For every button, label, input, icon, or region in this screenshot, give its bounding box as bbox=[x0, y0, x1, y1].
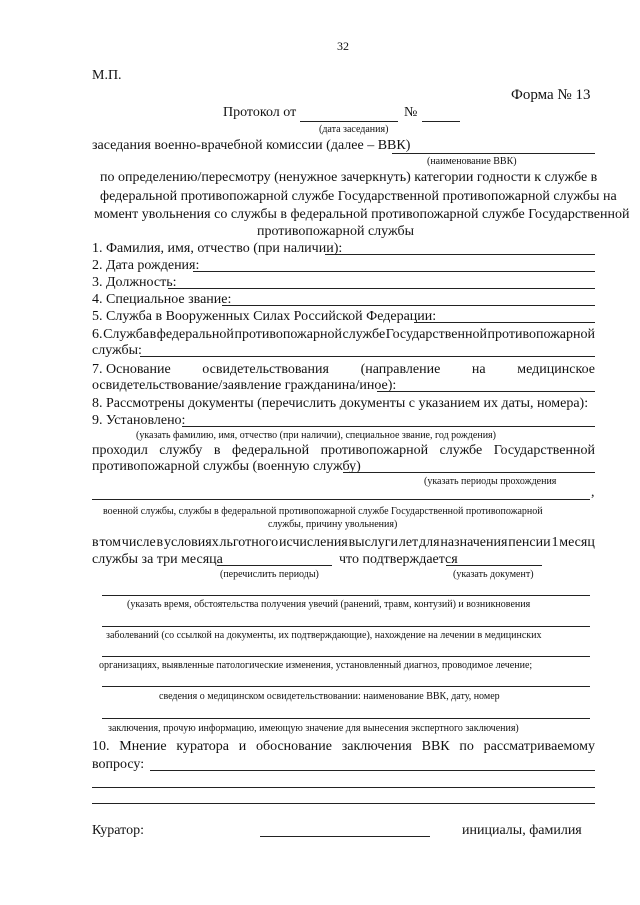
injury-line-4[interactable] bbox=[102, 686, 590, 687]
item-6-label-cont: службы: bbox=[92, 343, 142, 358]
item-7-label-cont: освидетельствование/заявление гражданина/иное): bbox=[92, 378, 397, 393]
item-10-label-cont: вопросу: bbox=[92, 757, 145, 772]
vvk-session-label: заседания военно-врачебной комиссии (далее – ВВК) bbox=[92, 138, 411, 153]
curator-signature-field[interactable] bbox=[260, 836, 430, 837]
heading-line-1: по определению/пересмотру (ненужное зачеркнуть) категории годности к службе в bbox=[100, 170, 598, 185]
item-7-label: 7. Основание освидетельствования (направление на медицинское bbox=[92, 362, 595, 377]
curator-opinion-line-1[interactable] bbox=[150, 770, 595, 771]
basis-field[interactable] bbox=[377, 391, 595, 392]
service-type-field[interactable] bbox=[343, 472, 595, 473]
caption-periods-2: военной службы, службы в федеральной противопожарной службе Государственной противопожарной bbox=[103, 506, 543, 517]
item-1-label: 1. Фамилия, имя, отчество (при наличии): bbox=[92, 241, 343, 256]
established-field[interactable] bbox=[182, 426, 595, 427]
protocol-from-label: Протокол от bbox=[223, 105, 297, 120]
caption-fio: (указать фамилию, имя, отчество (при наличии), специальное звание, год рождения) bbox=[136, 430, 496, 441]
caption-injury-2: заболеваний (со ссылкой на документы, их подтверждающие), нахождение на лечении в медицинских bbox=[106, 630, 542, 641]
form-number: Форма № 13 bbox=[511, 87, 591, 103]
service-periods-field[interactable] bbox=[92, 499, 590, 500]
injury-line-5[interactable] bbox=[102, 718, 590, 719]
protocol-number-field[interactable] bbox=[422, 121, 460, 122]
curator-opinion-line-3[interactable] bbox=[92, 803, 595, 804]
page-number: 32 bbox=[337, 39, 349, 53]
initials-surname-label: инициалы, фамилия bbox=[462, 823, 582, 838]
item-2-label: 2. Дата рождения: bbox=[92, 258, 200, 273]
item-8-label: 8. Рассмотрены документы (перечислить документы с указанием их даты, номера): bbox=[92, 396, 589, 411]
document-field[interactable] bbox=[446, 565, 542, 566]
periods-field[interactable] bbox=[217, 565, 332, 566]
vvk-name-field[interactable] bbox=[392, 153, 595, 154]
injury-line-3[interactable] bbox=[102, 656, 590, 657]
item-4-label: 4. Специальное звание: bbox=[92, 292, 232, 307]
protocol-date-field[interactable] bbox=[300, 121, 398, 122]
caption-periods-1: (указать периоды прохождения bbox=[424, 476, 557, 487]
preferential-line: в том числе в условиях льготного исчисления выслуги лет для назначения пенсии 1 месяц bbox=[92, 535, 595, 550]
caption-document: (указать документ) bbox=[453, 569, 534, 580]
fire-service-field[interactable] bbox=[140, 356, 595, 357]
armed-forces-service-field[interactable] bbox=[414, 322, 595, 323]
comma: , bbox=[591, 485, 595, 500]
caption-vvk-name: (наименование ВВК) bbox=[427, 156, 517, 167]
item-5-label: 5. Служба в Вооруженных Силах Российской Федерации: bbox=[92, 309, 437, 324]
caption-injury-3: организациях, выявленные патологические изменения, установленный диагноз, проводимое лечение; bbox=[99, 660, 533, 671]
item-3-label: 3. Должность: bbox=[92, 275, 177, 290]
caption-session-date: (дата заседания) bbox=[319, 124, 389, 135]
injury-line-2[interactable] bbox=[102, 626, 590, 627]
caption-injury-5: заключения, прочую информацию, имеющую значение для вынесения экспертного заключения) bbox=[108, 723, 519, 734]
caption-list-periods: (перечислить периоды) bbox=[220, 569, 319, 580]
item-6-label: 6. Служба в федеральной противопожарной службе Государственной противопожарной bbox=[92, 327, 595, 342]
injury-line-1[interactable] bbox=[102, 595, 590, 596]
heading-line-2: федеральной противопожарной службе Государственной противопожарной службы на bbox=[100, 189, 617, 204]
curator-opinion-line-2[interactable] bbox=[92, 787, 595, 788]
caption-injury-4: сведения о медицинском освидетельствовании: наименование ВВК, дату, номер bbox=[159, 691, 500, 702]
curator-label: Куратор: bbox=[92, 823, 144, 838]
heading-line-4: противопожарной службы bbox=[257, 224, 414, 239]
caption-injury-1: (указать время, обстоятельства получения увечий (ранений, травм, контузий) и возникновения bbox=[127, 599, 531, 610]
rank-field[interactable] bbox=[222, 305, 595, 306]
position-field[interactable] bbox=[168, 288, 595, 289]
three-months-label: службы за три месяца bbox=[92, 552, 223, 567]
item-10-label: 10. Мнение куратора и обоснование заключения ВВК по рассматриваемому bbox=[92, 739, 595, 754]
heading-line-3: момент увольнения со службы в федеральной противопожарной службе Государственной bbox=[94, 207, 630, 222]
full-name-field[interactable] bbox=[325, 254, 595, 255]
passed-service-line-2: противопожарной службы (военную службу) bbox=[92, 459, 361, 474]
birth-date-field[interactable] bbox=[193, 271, 595, 272]
item-9-label: 9. Установлено: bbox=[92, 413, 186, 428]
confirmed-label: что подтверждается bbox=[339, 552, 458, 567]
protocol-number-label: № bbox=[404, 105, 418, 120]
caption-periods-3: службы, причину увольнения) bbox=[268, 519, 398, 530]
stamp-place-label: М.П. bbox=[92, 68, 122, 83]
passed-service-line: проходил службу в федеральной противопожарной службе Государственной bbox=[92, 443, 595, 458]
